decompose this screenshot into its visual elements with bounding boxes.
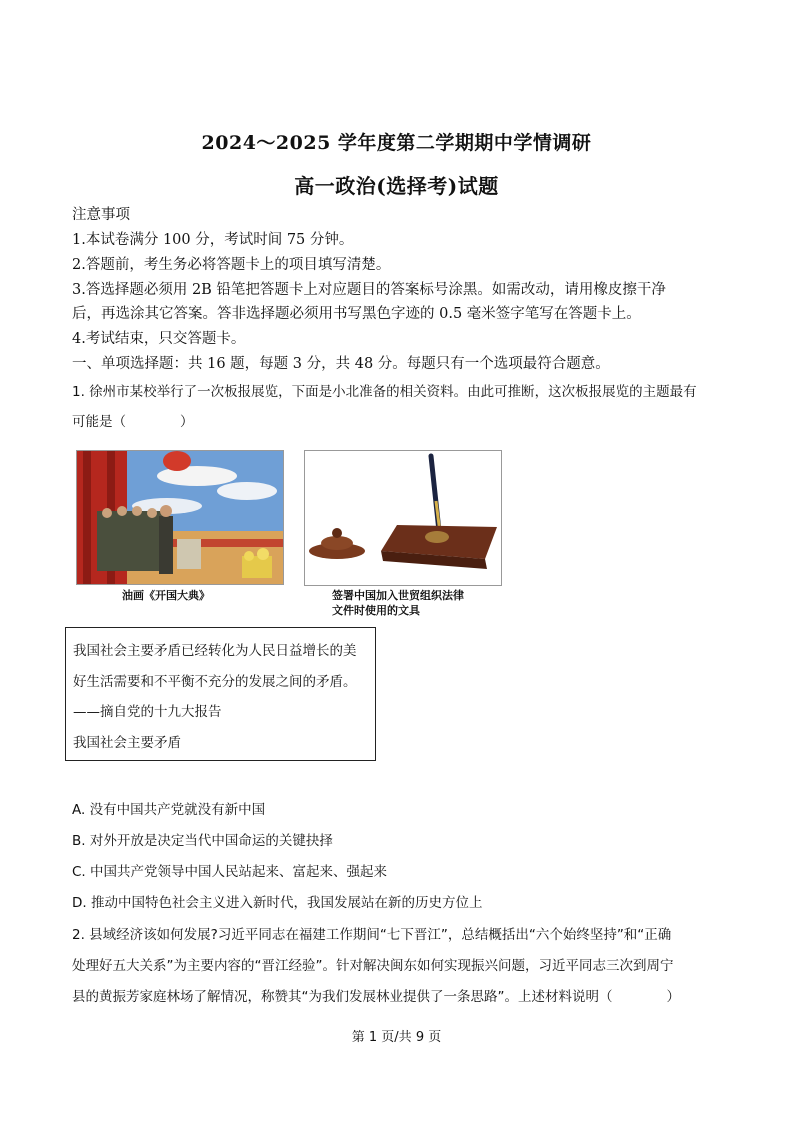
page-number: 第 1 页/共 9 页 [351, 1030, 442, 1045]
quote-box [65, 627, 376, 761]
quote-line2: 好生活需要和不平衡不充分的发展之间的矛盾。 [73, 674, 357, 690]
notice-item-3: 3.答选择题必须用 2B 铅笔把答题卡上对应题目的答案标号涂黑。如需改动，请用橡皮擦干净 [72, 282, 666, 298]
pen-set-illustration [305, 451, 501, 585]
founding-ceremony-painting [76, 450, 284, 585]
wto-pen-set-photo [304, 450, 502, 586]
pen-set-caption-line2: 文件时使用的文具 [332, 604, 420, 617]
q1-stem-line2: 可能是（ ） [72, 414, 194, 430]
section1-heading: 一、单项选择题：共 16 题，每题 3 分，共 48 分。每题只有一个选项最符合题意。 [72, 356, 610, 372]
exam-title-line2: 高一政治(选择考)试题 [294, 174, 499, 198]
notice-item-2: 2.答题前，考生务必将答题卡上的项目填写清楚。 [72, 257, 391, 273]
q1-option-c: C. 中国共产党领导中国人民站起来、富起来、强起来 [72, 864, 388, 880]
quote-line4: 我国社会主要矛盾 [73, 735, 181, 751]
notice-item-1: 1.本试卷满分 100 分，考试时间 75 分钟。 [72, 232, 354, 248]
notice-item-3-cont: 后，再选涂其它答案。答非选择题必须用书写黑色字迹的 0.5 毫米签字笔写在答题卡上。 [72, 306, 641, 322]
q1-option-d: D. 推动中国特色社会主义进入新时代，我国发展站在新的历史方位上 [72, 895, 483, 911]
q1-stem-line1: 1. 徐州市某校举行了一次板报展览，下面是小北准备的相关资料。由此可推断，这次板报展览的主题最有 [72, 384, 697, 400]
exam-title-line1: 2024～2025 学年度第二学期期中学情调研 [201, 132, 592, 154]
q1-option-a: A. 没有中国共产党就没有新中国 [72, 802, 266, 818]
painting-illustration [77, 451, 283, 584]
quote-line1: 我国社会主要矛盾已经转化为人民日益增长的美 [73, 643, 357, 659]
quote-source: ——摘自党的十九大报告 [73, 704, 222, 720]
pen-set-caption-line1: 签署中国加入世贸组织法律 [332, 589, 464, 602]
q2-line3: 县的黄振芳家庭林场了解情况，称赞其“为我们发展林业提供了一条思路”。上述材料说明（ ） [72, 989, 680, 1005]
q2-line1: 2. 县域经济该如何发展?习近平同志在福建工作期间“七下晋江”，总结概括出“六个始终坚持”和“正确 [72, 927, 672, 943]
notice-heading: 注意事项 [72, 207, 130, 223]
q1-option-b: B. 对外开放是决定当代中国命运的关键抉择 [72, 833, 333, 849]
q2-line2: 处理好五大关系”为主要内容的“晋江经验”。针对解决闽东如何实现振兴问题，习近平同志三次到周宁 [72, 958, 674, 974]
painting-caption: 油画《开国大典》 [122, 589, 210, 602]
notice-item-4: 4.考试结束，只交答题卡。 [72, 331, 246, 347]
